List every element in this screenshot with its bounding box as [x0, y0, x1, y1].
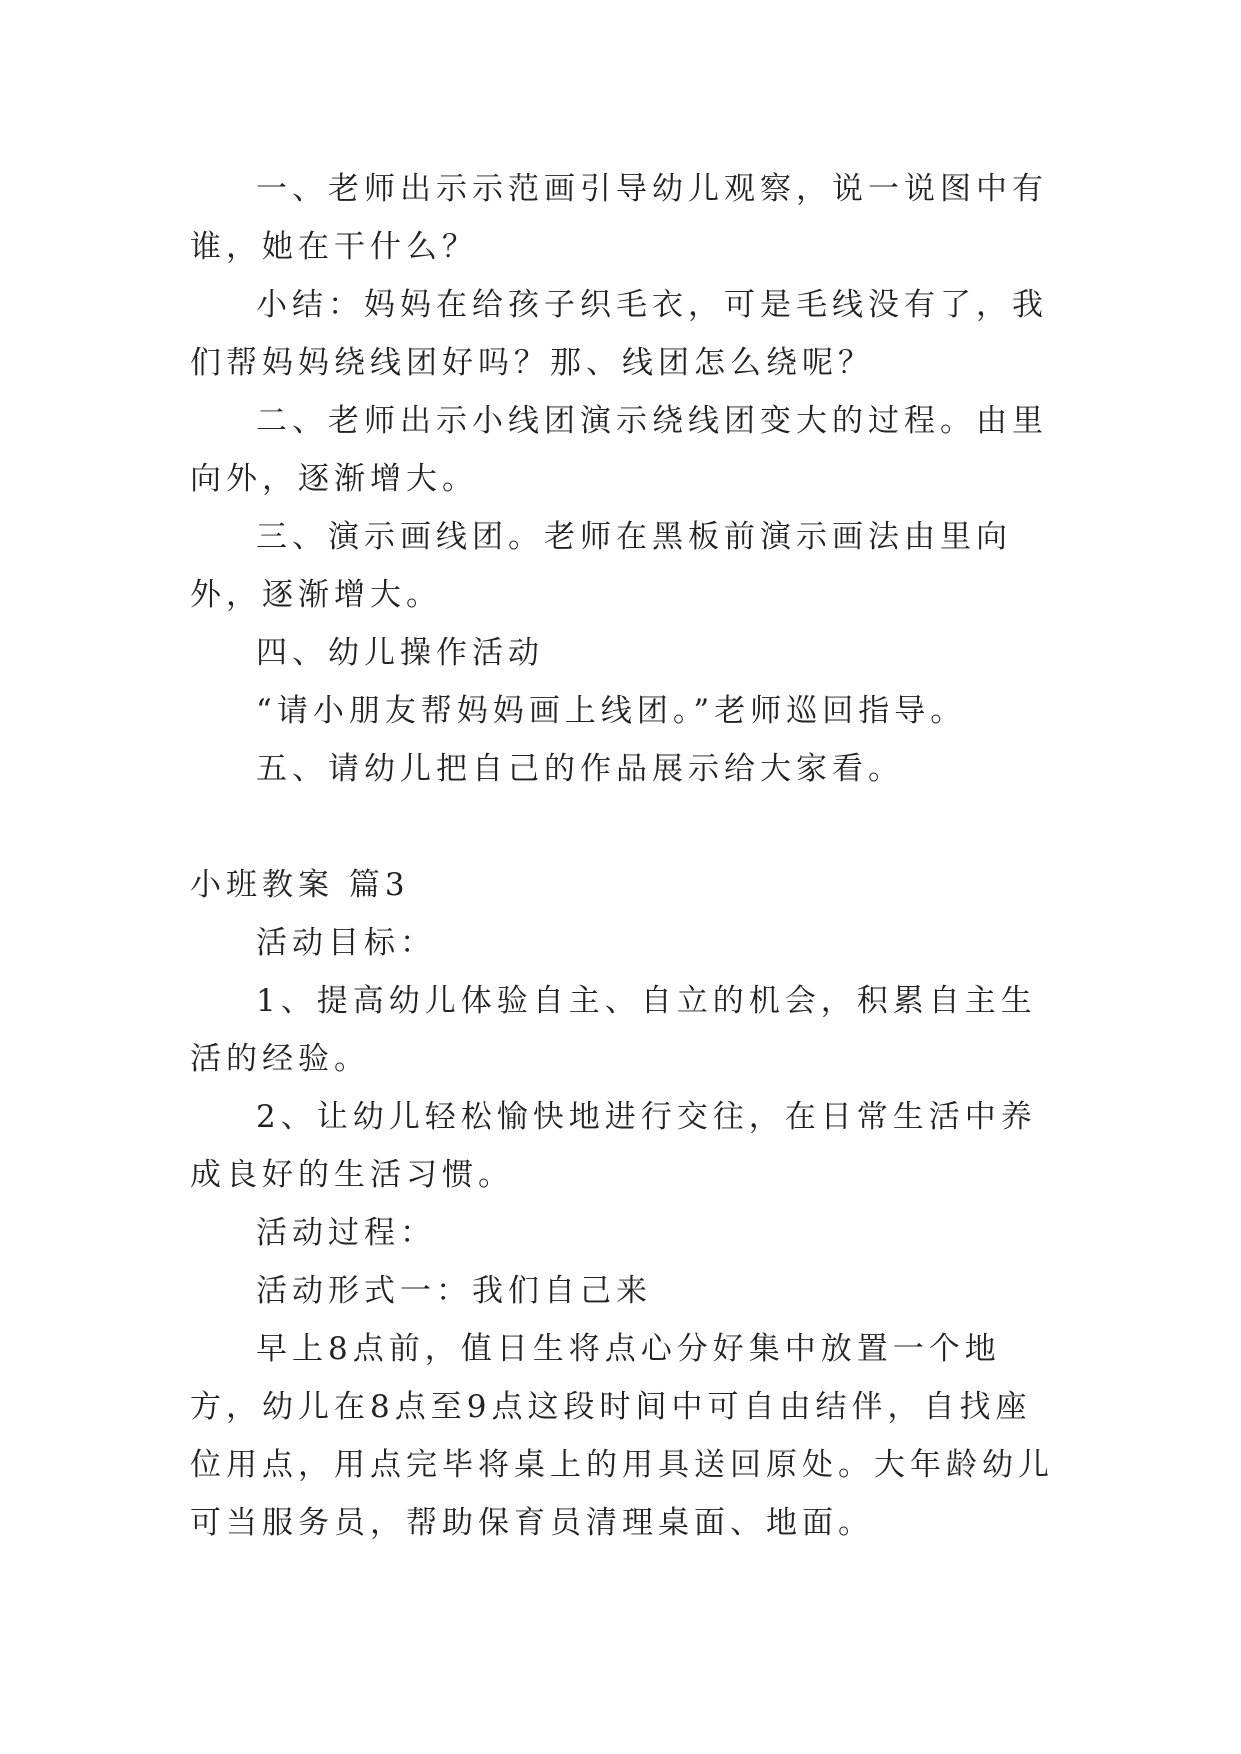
paragraph-step-4: 四、幼儿操作活动 [256, 635, 544, 671]
paragraph-step-3: 三、演示画线团。老师在黑板前演示画法由里向外，逐渐增大。 [190, 519, 1012, 613]
paragraph-summary: 小结：妈妈在给孩子织毛衣，可是毛线没有了，我们帮妈妈绕线团好吗？那、线团怎么绕呢？ [190, 287, 1048, 381]
paragraph-quote: “请小朋友帮妈妈画上线团。”老师巡回指导。 [256, 693, 967, 729]
paragraph-process-label: 活动过程： [256, 1215, 436, 1251]
section-heading: 小班教案 篇3 [190, 867, 410, 903]
paragraph-step-2: 二、老师出示小线团演示绕线团变大的过程。由里向外，逐渐增大。 [190, 403, 1048, 497]
paragraph-activity-detail: 早上8点前，值日生将点心分好集中放置一个地方，幼儿在8点至9点这段时间中可自由结伴，自找座位用点，用点完毕将桌上的用具送回原处。大年龄幼儿可当服务员，帮助保育员清理桌面、地面。 [190, 1331, 1054, 1541]
paragraph-goal-2: 2、让幼儿轻松愉快地进行交往，在日常生活中养成良好的生活习惯。 [190, 1099, 1037, 1193]
paragraph-step-1: 一、老师出示示范画引导幼儿观察，说一说图中有谁，她在干什么？ [190, 171, 1048, 265]
document-body [190, 160, 1060, 1552]
paragraph-goal-1: 1、提高幼儿体验自主、自立的机会，积累自主生活的经验。 [190, 983, 1037, 1077]
paragraph-goals-label: 活动目标： [256, 925, 436, 961]
paragraph-activity-form-1: 活动形式一：我们自己来 [256, 1273, 652, 1309]
paragraph-step-5: 五、请幼儿把自己的作品展示给大家看。 [256, 751, 904, 787]
